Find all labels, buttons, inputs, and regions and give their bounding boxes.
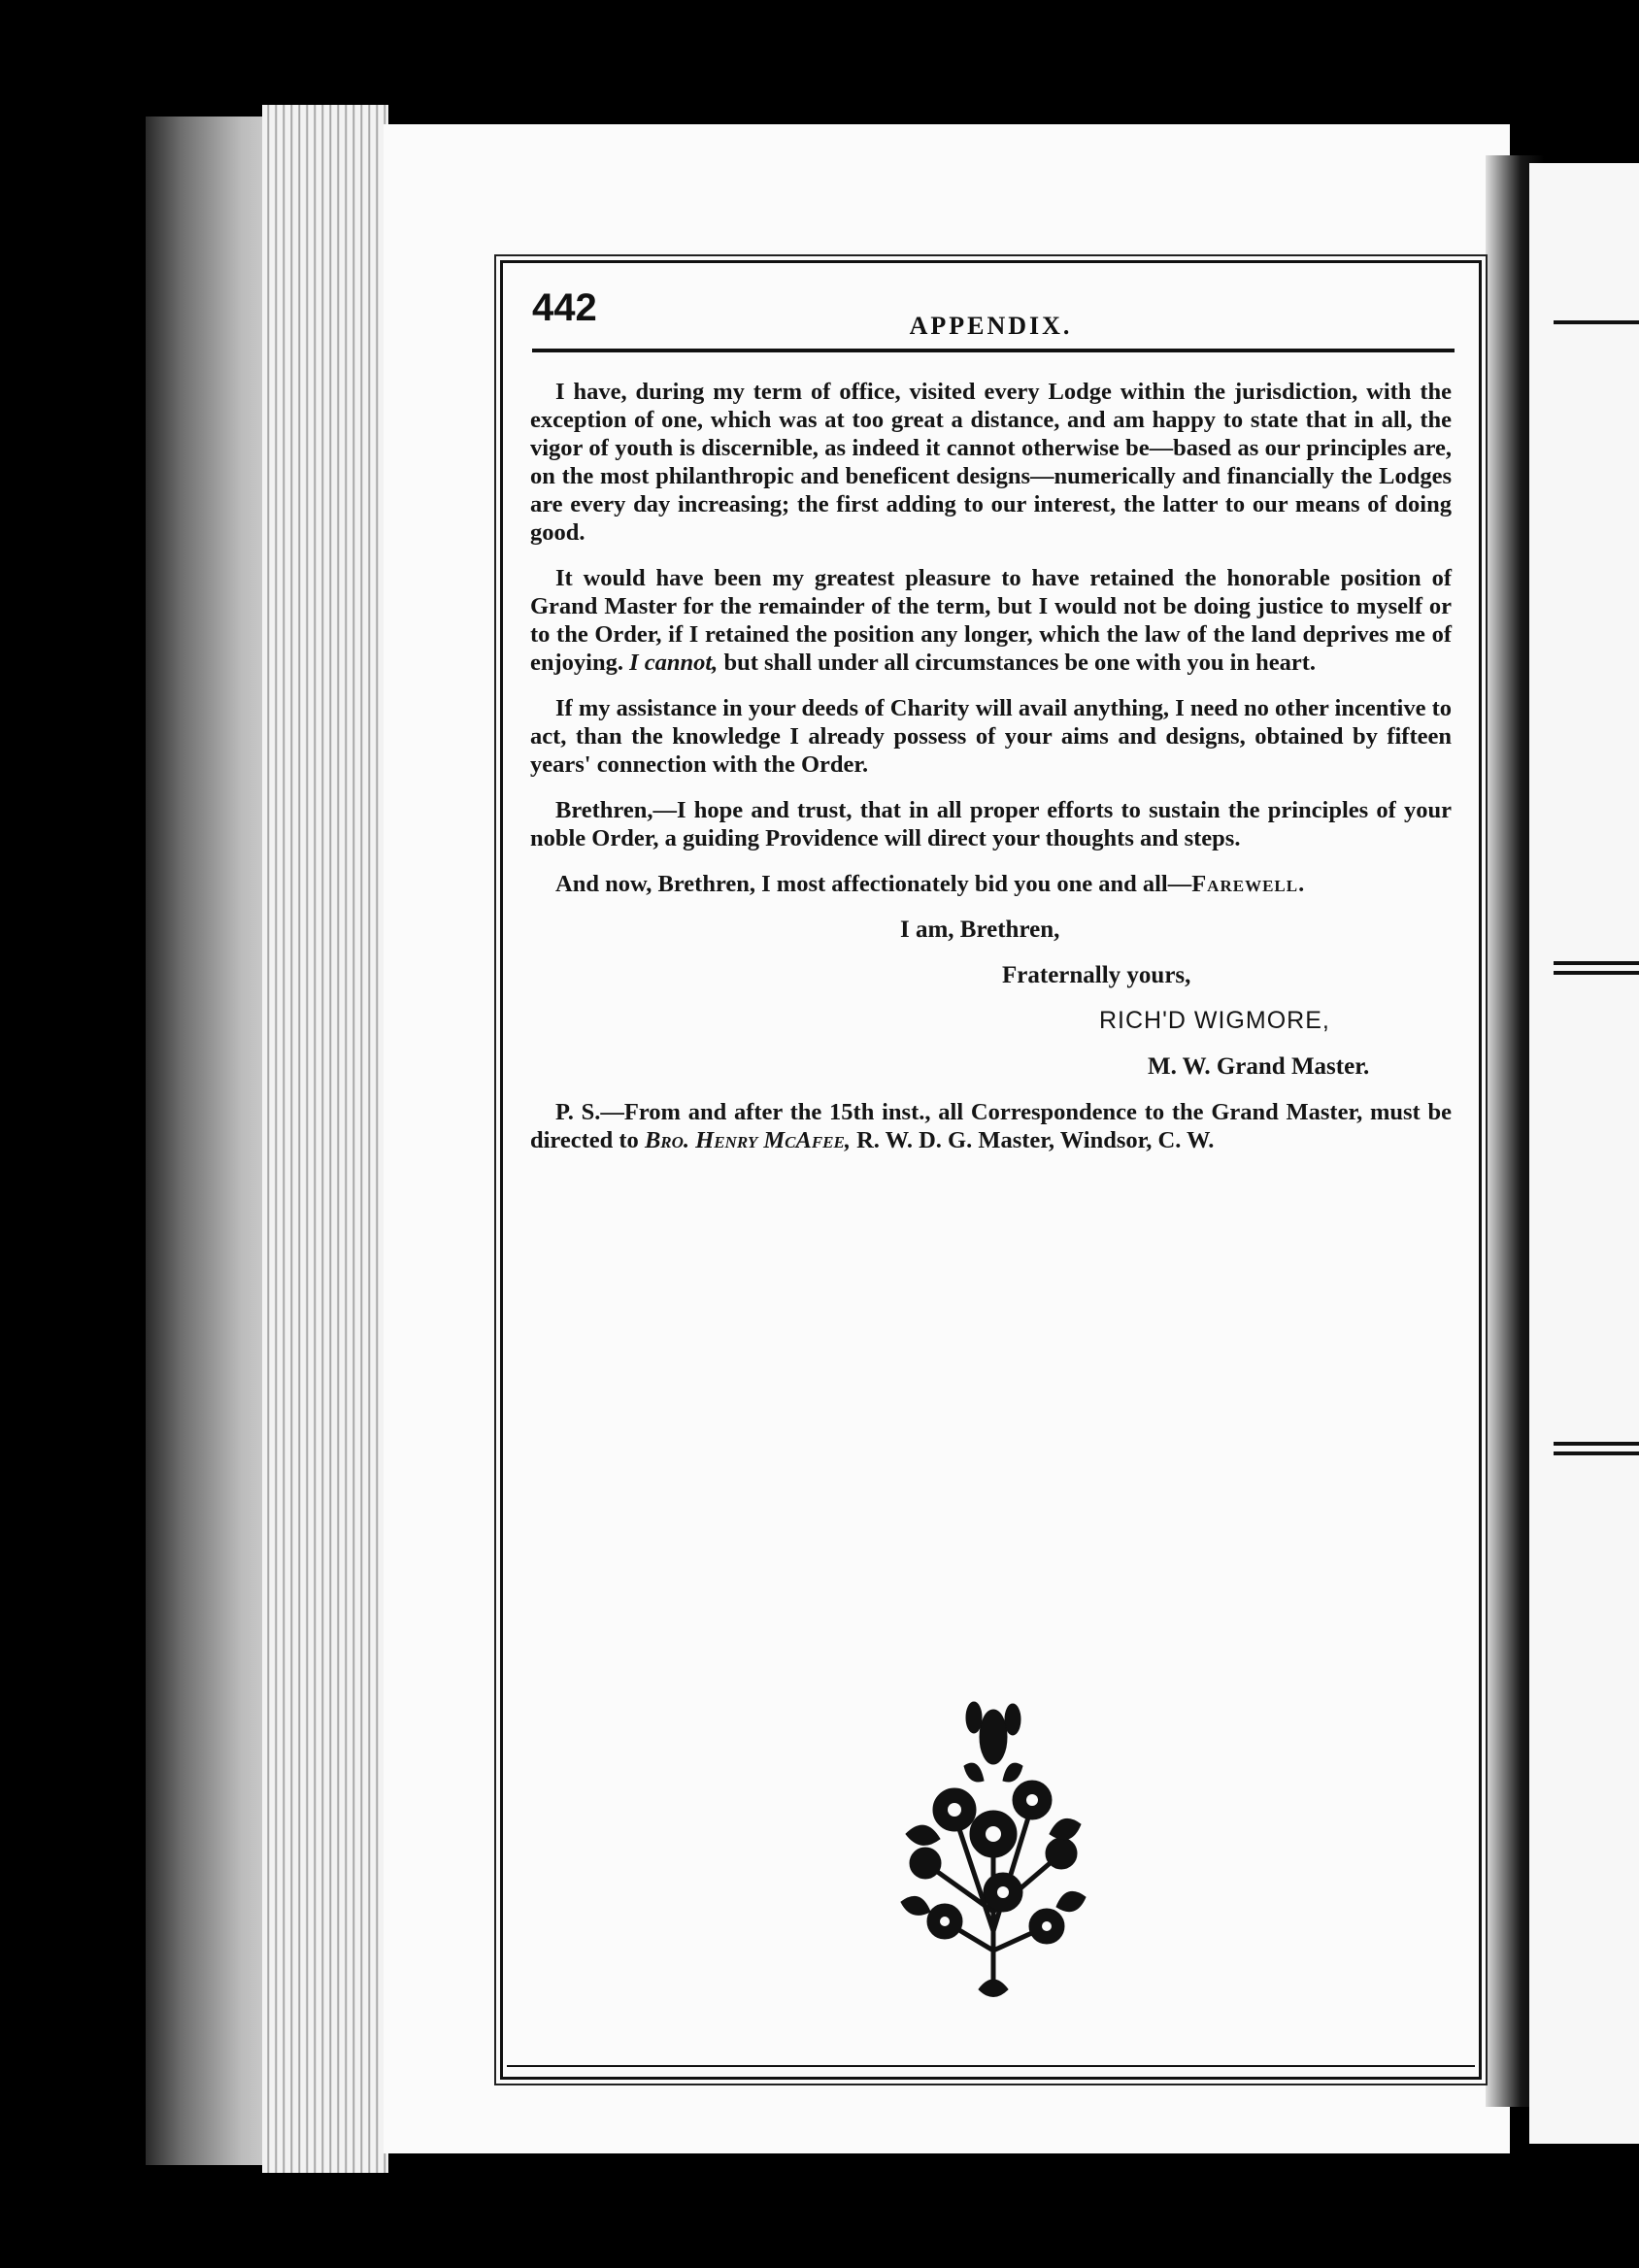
paragraph: If my assistance in your deeds of Charity will avail anything, I need no other incentive to act, than the knowledge I already possess of your aims and designs, obtained by fifteen years' connection with the Order.: [530, 695, 1452, 778]
farewell-word: Farewell.: [1191, 871, 1306, 897]
next-page-edge: [1529, 163, 1639, 2144]
header-rule: [532, 349, 1455, 352]
next-page-rule: [1554, 1451, 1639, 1455]
next-page-rule: [1554, 1442, 1639, 1446]
next-page-rule: [1554, 320, 1639, 324]
emphasis-text: I cannot,: [629, 650, 719, 676]
running-head: APPENDIX.: [909, 312, 1073, 340]
postscript: P. S.—From and after the 15th inst., all Correspondence to the Grand Master, must be directed to Bro. Henry McAfee, R. W. D. G. Master, Windsor, C. W.: [530, 1099, 1452, 1153]
page-frame: [500, 260, 1482, 2080]
paragraph: Brethren,—I hope and trust, that in all proper efforts to sustain the principles of your noble Order, a guiding Providence will direct your thoughts and steps.: [530, 797, 1452, 851]
postscript-name: Bro. Henry McAfee,: [644, 1127, 851, 1153]
letter-body: [530, 378, 1452, 1172]
closing-salutation: I am, Brethren,: [900, 917, 1060, 943]
signature: RICH'D WIGMORE,: [1099, 1007, 1330, 1034]
signature-title: M. W. Grand Master.: [1148, 1053, 1370, 1080]
next-page-rule: [1554, 961, 1639, 965]
floral-bouquet-icon: [886, 1698, 1100, 2009]
next-page-rule: [1554, 971, 1639, 975]
farewell-paragraph: And now, Brethren, I most affectionately bid you one and all—Farewell.: [555, 871, 1306, 897]
page-number: 442: [532, 286, 597, 329]
page-edges: [262, 105, 388, 2173]
footer-rule: [507, 2065, 1475, 2067]
paragraph: I have, during my term of office, visited every Lodge within the jurisdiction, with the exception of one, which was at too great a distance, and am happy to state that in all, the vigor of youth is discernible, as indeed it cannot otherwise be—based as our principles are, on the most philanthropic and beneficent designs—numerically and financially the Lodges are every day increasing; the first adding to our interest, the latter to our means of doing good.: [530, 379, 1452, 546]
closing-valediction: Fraternally yours,: [1002, 962, 1191, 988]
paragraph: It would have been my greatest pleasure to have retained the honorable position of Grand Master for the remainder of the term, but I would not be doing justice to myself or to the Order, if I retained the position any longer, which the law of the land deprives me of enjoying. I cannot, but shall under all circumstances be one with you in heart.: [530, 565, 1452, 676]
